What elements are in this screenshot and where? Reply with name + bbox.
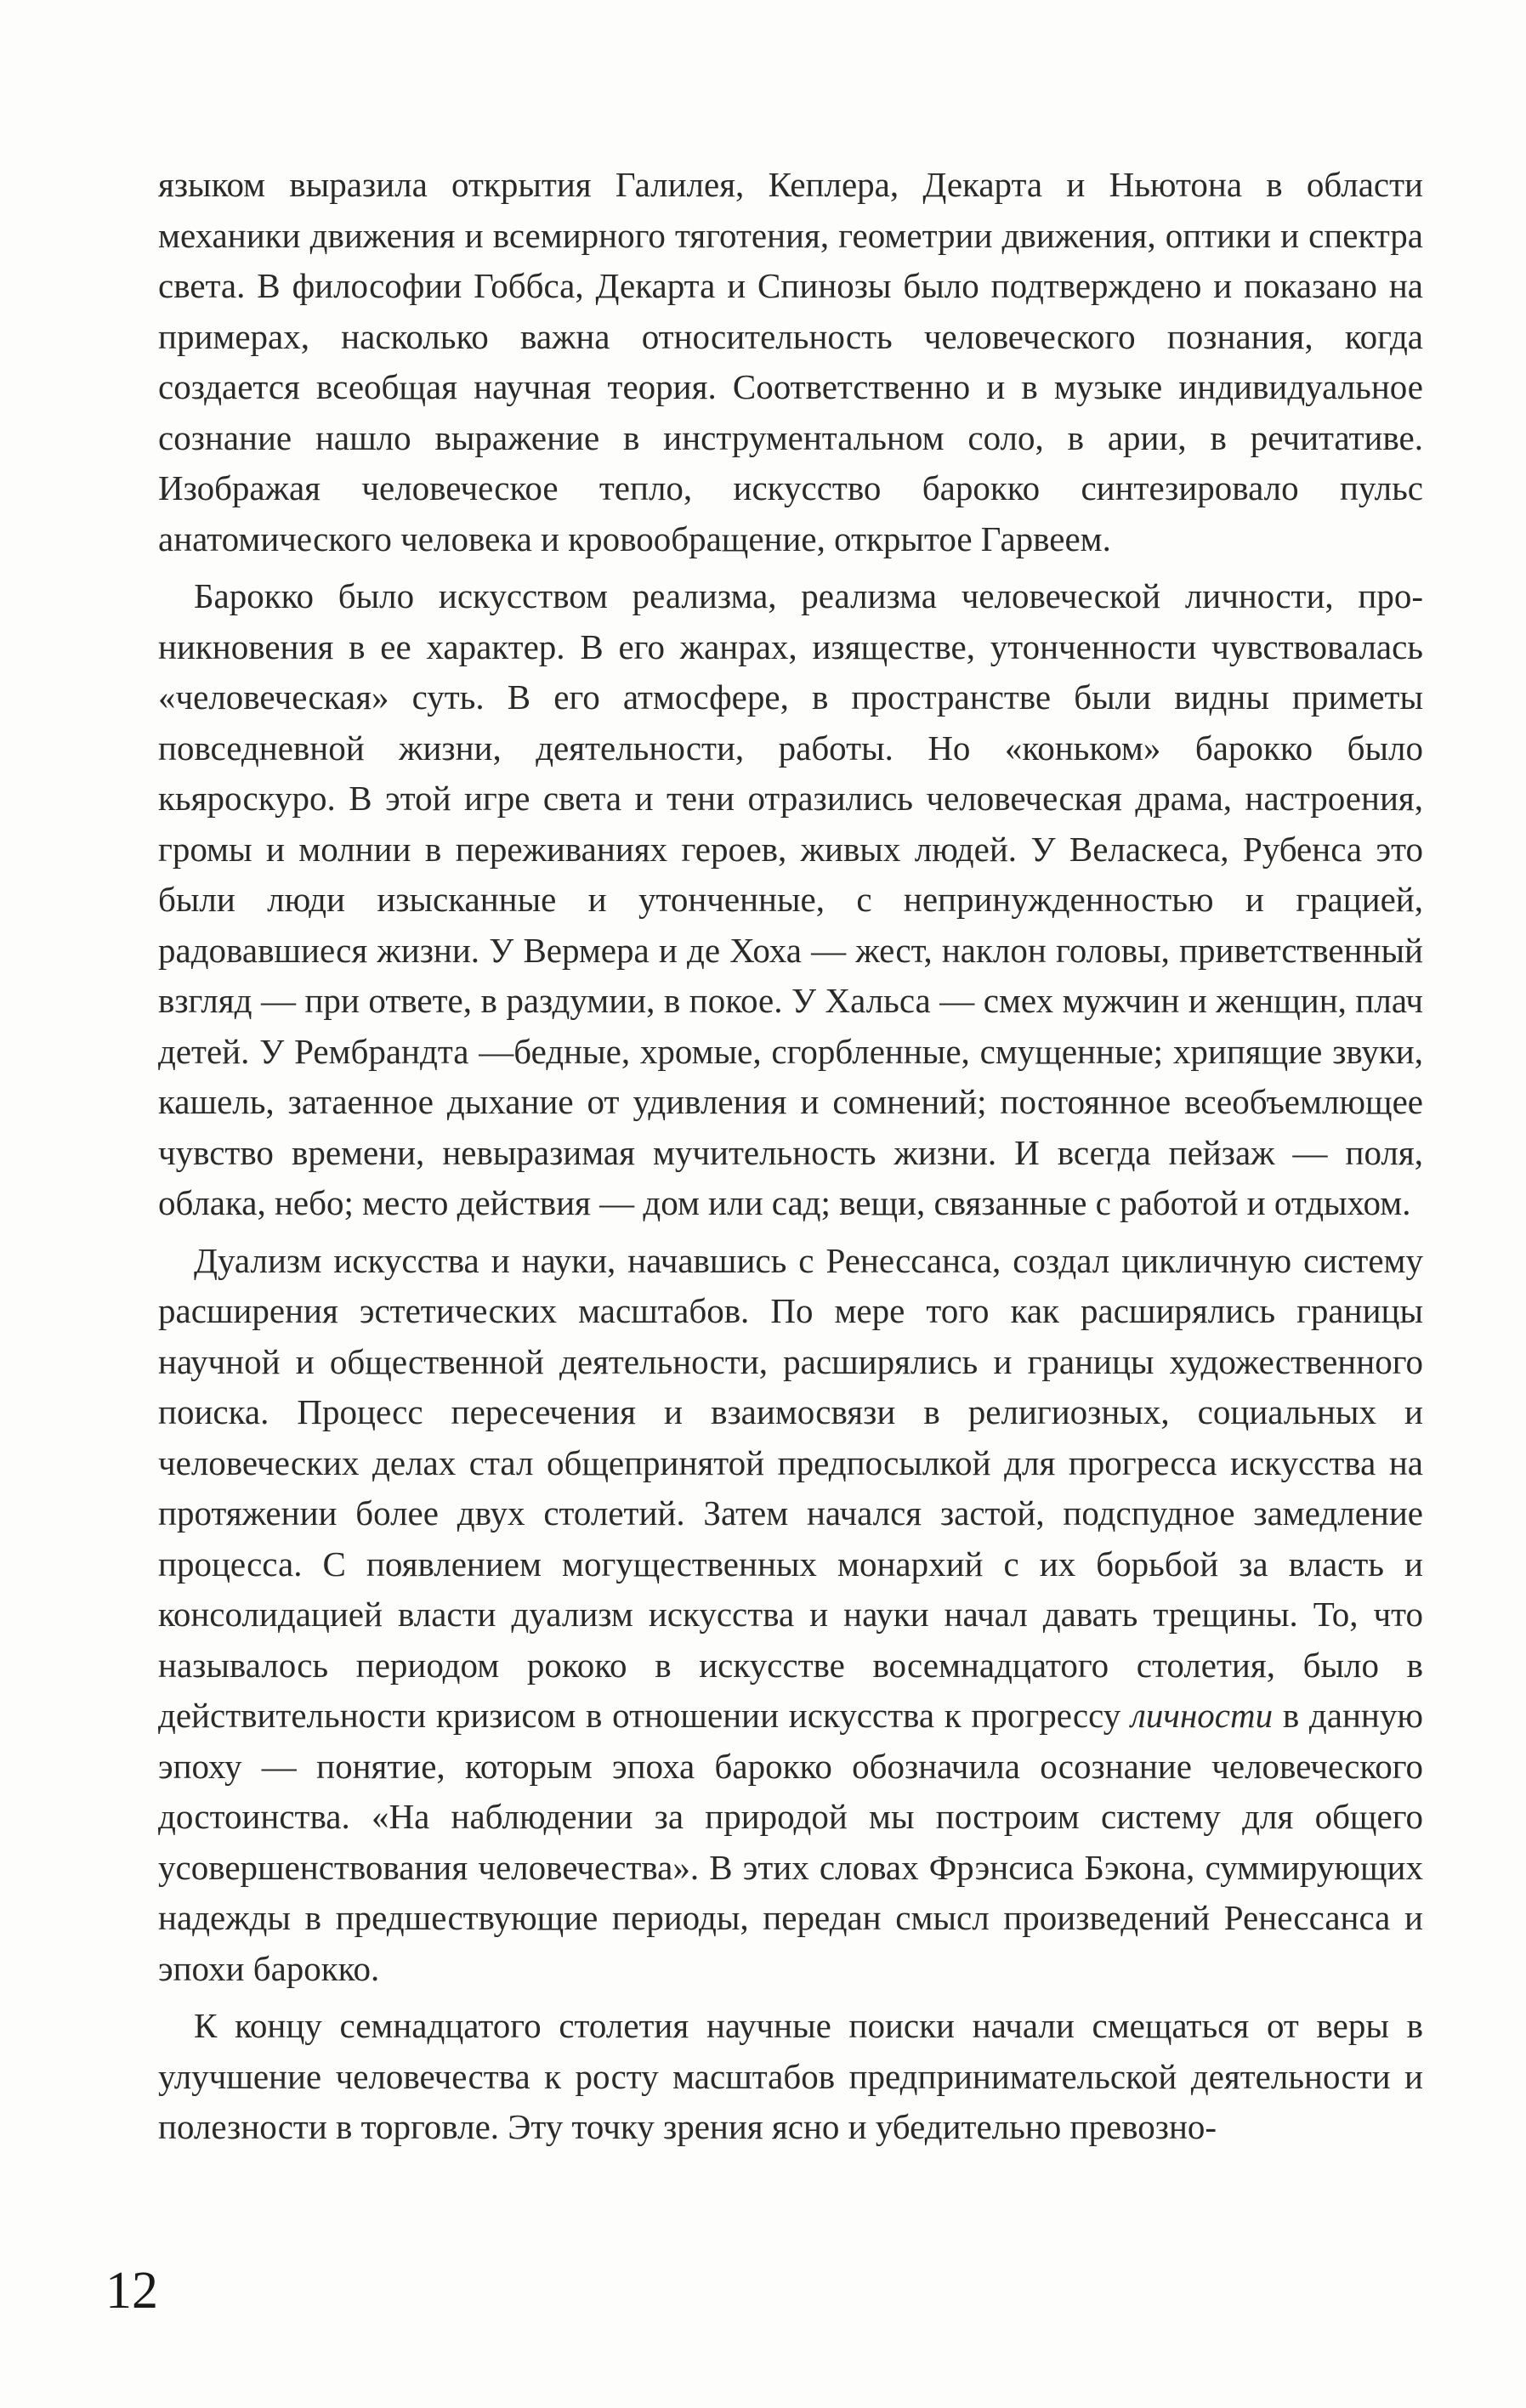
emphasis-lichnosti: личности <box>1131 1696 1274 1735</box>
paragraph-1: языком выразила открытия Галилея, Кеплера, Декарта и Ньютона в области механики движения и всемирного тяготения, геометрии движения, оптики и спектра света. В философии Гоббса, Декарта и Спинозы было подтверждено и показано на примерах, насколько важна относительность человеческого познания, когда создается всеобщая научная теория. Соответственно и в музыке индивидуальное сознание нашло выражение в инструментальном соло, в арии, в речитативе. Изображая человеческое тепло, искусство барокко синтезировало пульс анатомического человека и кровообращение, открытое Гарвеем. <box>158 165 1423 558</box>
paragraph-3-part-2: в данную эпоху — понятие, которым эпоха барокко обозначила осознание человеческого достоинства. «На наблюдении за природой мы построим систему для общего усовершенствования человечества». В этих словах Фрэнсиса Бэкона, суммирующих надежды в предшествующие периоды, передан смысл произведений Ренессанса и эпохи барокко. <box>158 1696 1423 1988</box>
paragraph-3-part-1: Дуализм искусства и науки, начавшись с Ренессанса, создал цикличную систему расширения эстетических масштабов. По мере того как расширялись границы научной и общественной деятельности, расширялись и границы художественного поиска. Процесс пересечения и взаимосвязи в религиозных, социальных и человеческих делах стал общепринятой предпосылкой для прогресса искусства на протяжении более двух столетий. Затем начался застой, подспудное замедление процесса. С появлением могущественных монархий с их борьбой за власть и консолидацией власти дуализм искусства и науки начал давать трещины. То, что называлось периодом рококо в искусстве восемнадцатого столетия, было в действительности кризисом в отношении искусства к прогрессу <box>158 1240 1423 1735</box>
paragraph-2: Барокко было искусством реализма, реализма человеческой личности, проникновения в ее характер. В его жанрах, изяществе, утонченности чувствовалась «человеческая» суть. В его атмосфере, в пространстве были видны приметы повседневной жизни, деятельности, работы. Но «коньком» барокко было кьяроскуро. В этой игре света и тени отразились человеческая драма, настроения, громы и молнии в переживаниях героев, живых людей. У Веласкеса, Рубенса это были люди изысканные и утонченные, с непринужденностью и грацией, радовавшиеся жизни. У Вермера и де Хоха — жест, наклон головы, приветственный взгляд — при ответе, в раздумии, в покое. У Хальса — смех мужчин и женщин, плач детей. У Рембрандта —бедные, хромые, сгорбленные, смущенные; хрипящие звуки, кашель, затаенное дыхание от удивления и сомнений; постоянное всеобъемлющее чувство времени, невыразимая мучительность жизни. И всегда пейзаж — поля, облака, небо; место действия — дом или сад; вещи, связанные с работой и отдыхом. <box>158 576 1423 1222</box>
paragraph-3 <box>158 1236 1423 1995</box>
body-text <box>158 160 1423 2153</box>
paragraph-4: К концу семнадцатого столетия научные поиски начали смещаться от веры в улучшение человечества к росту масштабов предпринимательской деятельности и полезности в торговле. Эту точку зрения ясно и убедительно превозно- <box>158 2006 1423 2146</box>
page-number: 12 <box>105 2262 158 2320</box>
